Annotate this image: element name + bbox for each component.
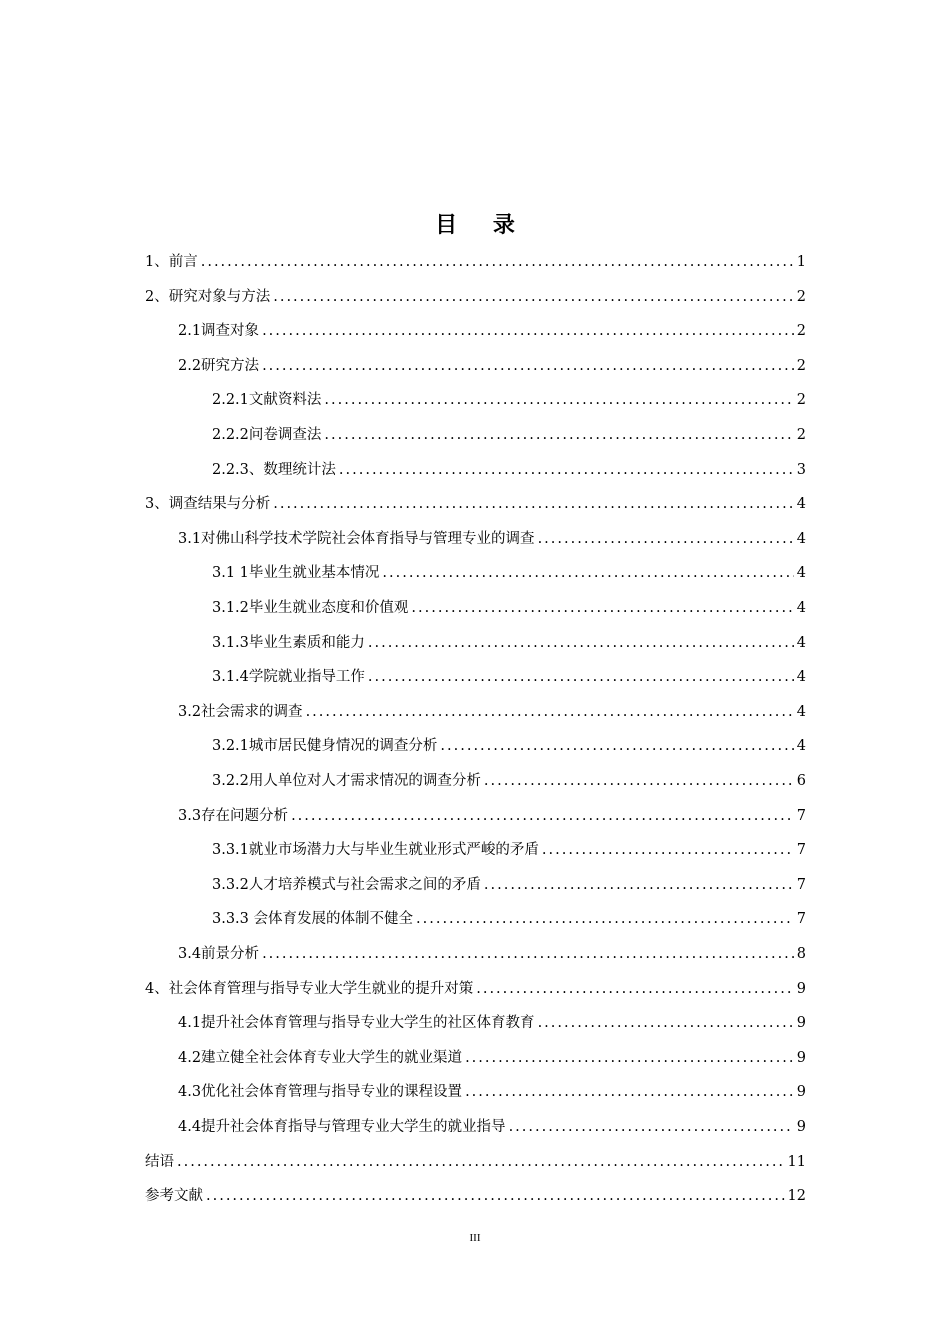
toc-entry-page: 9: [796, 1049, 806, 1066]
toc-leader-dots: [273, 286, 794, 308]
toc-entry[interactable]: [145, 1185, 806, 1207]
toc-entry[interactable]: [212, 666, 806, 688]
toc-entry-label: 3.3存在问题分析: [178, 807, 289, 824]
toc-entry-page: 4: [796, 634, 806, 651]
toc-entry[interactable]: [145, 493, 806, 515]
toc-entry[interactable]: [178, 1047, 806, 1069]
toc-entry-label: 3.2社会需求的调查: [178, 703, 303, 720]
toc-entry-label: 3.1.3毕业生素质和能力: [212, 634, 365, 651]
toc-entry-label: 4.3优化社会体育管理与指导专业的课程设置: [178, 1084, 463, 1101]
toc-entry-page: 9: [796, 1119, 806, 1135]
toc-entry[interactable]: [212, 597, 806, 619]
toc-entry-page: 6: [796, 773, 806, 789]
toc-leader-dots: [465, 1081, 794, 1103]
toc-entry[interactable]: [145, 286, 806, 308]
toc-leader-dots: [538, 528, 794, 550]
toc-entry-page: 9: [796, 1084, 806, 1101]
toc-leader-dots: [291, 805, 794, 827]
toc-entry-page: 7: [796, 911, 806, 928]
toc-entry-page: 2: [796, 288, 806, 305]
toc-leader-dots: [324, 424, 793, 446]
toc-entry[interactable]: [178, 1012, 806, 1034]
toc-leader-dots: [411, 597, 793, 619]
toc-entry-page: 4: [796, 530, 806, 547]
toc-entry[interactable]: [178, 355, 806, 377]
toc-entry-label: 结语: [145, 1153, 174, 1170]
toc-entry-page: 7: [796, 842, 806, 859]
toc-entry-label: 4.1提升社会体育管理与指导专业大学生的社区体育教育: [178, 1015, 535, 1032]
toc-title: 目 录: [435, 213, 529, 238]
toc-entry-label: 2、研究对象与方法: [145, 288, 271, 305]
toc-entry-label: 2.2.2问卷调查法: [212, 427, 322, 443]
toc-entry-page: 4: [796, 703, 806, 720]
toc-entry-label: 3.3.1就业市场潜力大与毕业生就业形式严峻的矛盾: [212, 842, 539, 859]
toc-entry-page: 2: [796, 392, 806, 409]
toc-leader-dots: [177, 1151, 785, 1173]
page-number: III: [469, 1232, 481, 1244]
toc-leader-dots: [339, 459, 794, 481]
toc-entry[interactable]: [178, 320, 806, 342]
toc-entry-page: 2: [796, 323, 806, 340]
toc-entry-label: 3.2.2用人单位对人才需求情况的调查分析: [212, 773, 481, 789]
toc-entry-label: 3.2.1城市居民健身情况的调查分析: [212, 738, 438, 755]
toc-entry[interactable]: [178, 943, 806, 965]
toc-entry-page: 7: [796, 876, 806, 893]
toc-entry[interactable]: [178, 805, 806, 827]
toc-leader-dots: [262, 355, 794, 377]
toc-entry-label: 3.1 1毕业生就业基本情况: [212, 565, 380, 582]
toc-entry-label: 3.1.2毕业生就业态度和价值观: [212, 600, 409, 616]
toc-leader-dots: [201, 251, 794, 273]
toc-entry-label: 3.4前景分析: [178, 946, 260, 962]
toc-leader-dots: [465, 1047, 794, 1069]
toc-leader-dots: [206, 1185, 785, 1207]
toc-entry-label: 4.2建立健全社会体育专业大学生的就业渠道: [178, 1049, 463, 1066]
toc-entry[interactable]: [178, 528, 806, 550]
toc-entry[interactable]: [178, 701, 806, 723]
toc-leader-dots: [324, 389, 793, 411]
toc-entry[interactable]: [145, 1151, 806, 1173]
toc-leader-dots: [484, 770, 794, 792]
toc-entry-label: 4、社会体育管理与指导专业大学生就业的提升对策: [145, 980, 474, 997]
toc-leader-dots: [484, 874, 794, 896]
toc-entry-page: 2: [796, 357, 806, 374]
toc-entry-page: 7: [796, 807, 806, 824]
toc-entry-label: 参考文献: [145, 1188, 203, 1205]
toc-leader-dots: [538, 1012, 794, 1034]
toc-leader-dots: [262, 943, 794, 965]
toc-entry-label: 2.2.1文献资料法: [212, 392, 322, 409]
toc-leader-dots: [382, 562, 793, 584]
toc-entry-page: 4: [796, 600, 806, 616]
toc-entry-label: 4.4提升社会体育指导与管理专业大学生的就业指导: [178, 1119, 506, 1135]
toc-entry-label: 3.3.2人才培养模式与社会需求之间的矛盾: [212, 876, 481, 893]
toc-leader-dots: [368, 666, 794, 688]
toc-entry-label: 3.1对佛山科学技术学院社会体育指导与管理专业的调查: [178, 530, 535, 547]
toc-entry-page: 12: [787, 1188, 806, 1205]
toc-entry-label: 2.1调查对象: [178, 323, 260, 340]
toc-leader-dots: [476, 978, 794, 1000]
toc-entry[interactable]: [212, 424, 806, 446]
toc-entry-label: 3.1.4学院就业指导工作: [212, 669, 365, 686]
toc-entry-page: 1: [796, 254, 806, 270]
toc-entry-label: 2.2.3、数理统计法: [212, 461, 336, 478]
toc-entry[interactable]: [212, 389, 806, 411]
toc-entry-label: 3.3.3 会体育发展的体制不健全: [212, 911, 414, 928]
toc-entry-page: 8: [796, 946, 806, 962]
toc-leader-dots: [542, 839, 794, 861]
toc-leader-dots: [273, 493, 794, 515]
toc-entry[interactable]: [212, 874, 806, 896]
toc-entry-label: 3、调查结果与分析: [145, 496, 271, 513]
toc-entry-page: 4: [796, 565, 806, 582]
toc-entry-page: 4: [796, 496, 806, 513]
toc-entry[interactable]: [212, 839, 806, 861]
toc-leader-dots: [440, 735, 793, 757]
toc-leader-dots: [262, 320, 794, 342]
toc-entry[interactable]: [212, 735, 806, 757]
toc-entry-page: 3: [796, 461, 806, 478]
toc-entry-page: 4: [796, 669, 806, 686]
toc-entry-page: 4: [796, 738, 806, 755]
toc-entry-page: 9: [796, 1015, 806, 1032]
toc-entry[interactable]: [212, 459, 806, 481]
toc-entry[interactable]: [145, 978, 806, 1000]
toc-entry-label: 2.2研究方法: [178, 357, 260, 374]
toc-entry-label: 1、前言: [145, 254, 198, 270]
toc-entry[interactable]: [178, 1116, 806, 1138]
toc-leader-dots: [509, 1116, 794, 1138]
toc-leader-dots: [306, 701, 794, 723]
toc-entry-page: 9: [796, 980, 806, 997]
toc-leader-dots: [368, 632, 794, 654]
toc-entry[interactable]: [212, 908, 806, 930]
toc-entry[interactable]: [212, 632, 806, 654]
toc-entry[interactable]: [212, 562, 806, 584]
toc-leader-dots: [416, 908, 794, 930]
toc-entry-page: 2: [796, 427, 806, 443]
toc-entry-page: 11: [787, 1153, 806, 1170]
toc-entry[interactable]: [178, 1081, 806, 1103]
toc-entry[interactable]: [145, 251, 806, 273]
toc-entry[interactable]: [212, 770, 806, 792]
